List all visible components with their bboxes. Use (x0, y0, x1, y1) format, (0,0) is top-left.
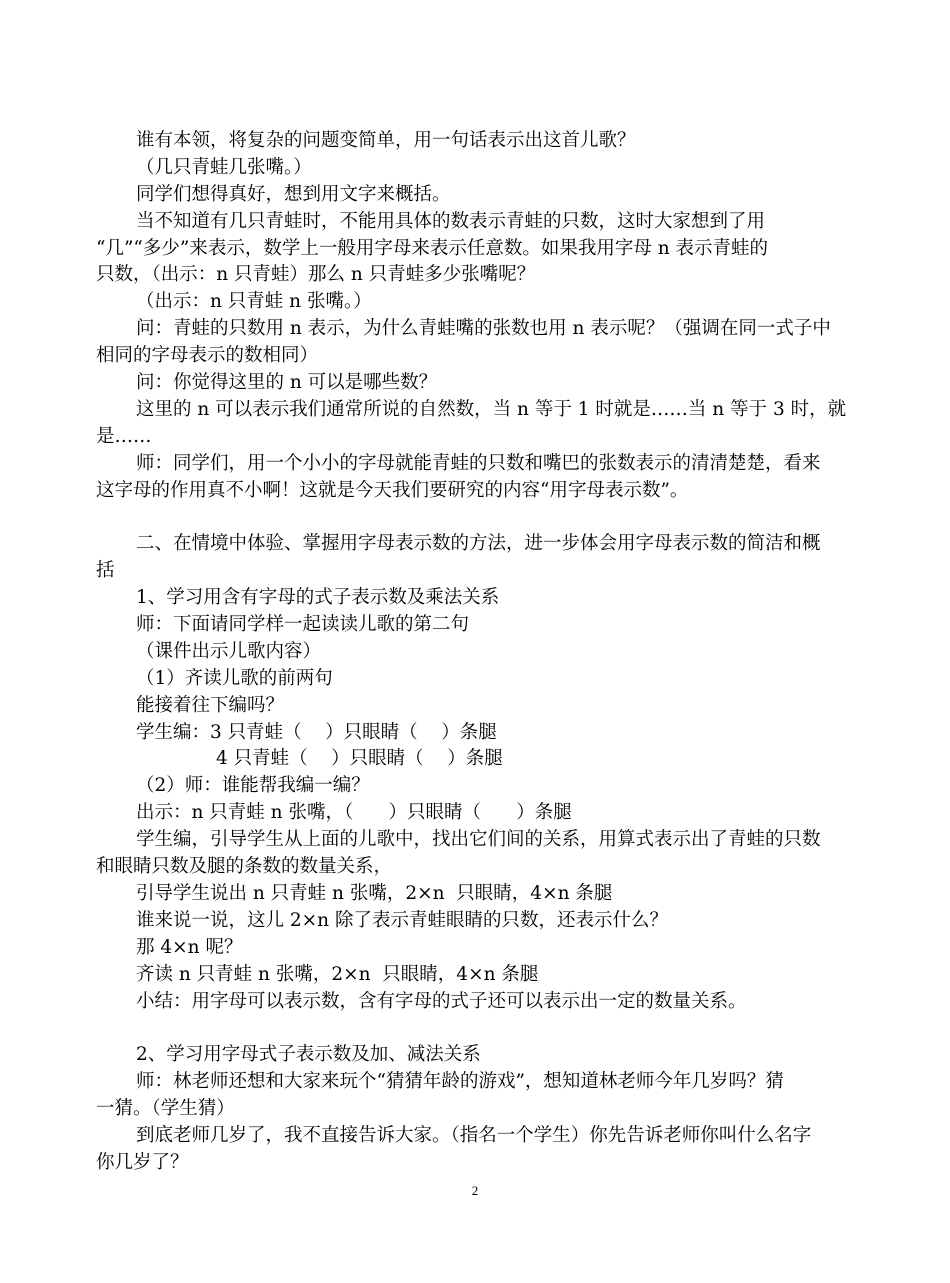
document-body (96, 128, 858, 1177)
text-line: （几只青蛙几张嘴。） (136, 156, 312, 178)
text-line: 这字母的作用真不小啊！这就是今天我们要研究的内容“用字母表示数”。 (96, 479, 689, 501)
text-line: 能接着往下编吗？ (136, 694, 285, 716)
text-line: （课件出示儿歌内容） (136, 640, 322, 662)
text-line: 只数，（出示：n 只青蛙）那么 n 只青蛙多少张嘴呢？ (96, 264, 536, 286)
text-line: 问：青蛙的只数用 n 表示，为什么青蛙嘴的张数也用 n 表示呢？（强调在同一式子中 (136, 318, 831, 340)
text-line: 你几岁了？ (96, 1151, 189, 1173)
text-line: 齐读 n 只青蛙 n 张嘴，2×n 只眼睛，4×n 条腿 (136, 963, 539, 985)
text-line: “几”“多少”来表示，数学上一般用字母来表示任意数。如果我用字母 n 表示青蛙的 (96, 237, 769, 259)
text-line: 这里的 n 可以表示我们通常所说的自然数，当 n 等于 1 时就是……当 n 等于 3 时，就 (136, 398, 847, 420)
blank-line (96, 1015, 858, 1042)
text-line: 学生编：3 只青蛙（ ）只眼睛（ ）条腿 (136, 721, 497, 743)
text-line: 引导学生说出 n 只青蛙 n 张嘴，2×n 只眼睛，4×n 条腿 (136, 882, 613, 904)
text-line: 出示：n 只青蛙 n 张嘴，（ ）只眼睛（ ）条腿 (136, 802, 572, 824)
text-line: 学生编，引导学生从上面的儿歌中，找出它们间的关系，用算式表示出了青蛙的只数 (136, 829, 821, 851)
text-line: 师：同学们，用一个小小的字母就能青蛙的只数和嘴巴的张数表示的清清楚楚，看来 (136, 452, 821, 474)
text-line: （2）师：谁能帮我编一编？ (136, 775, 370, 797)
text-line: 谁有本领，将复杂的问题变简单，用一句话表示出这首儿歌？ (136, 130, 636, 151)
text-line: 师：林老师还想和大家来玩个“猜猜年龄的游戏”，想知道林老师今年几岁吗？猜 (136, 1071, 784, 1093)
text-line: 当不知道有几只青蛙时，不能用具体的数表示青蛙的只数，这时大家想到了用 (136, 210, 766, 232)
text-line: 一猜。（学生猜） (96, 1098, 235, 1120)
text-line: 小结：用字母可以表示数，含有字母的式子还可以表示出一定的数量关系。 (136, 990, 747, 1012)
text-line: 4 只青蛙（ ）只眼睛（ ）条腿 (216, 748, 503, 770)
text-line: 二、在情境中体验、掌握用字母表示数的方法，进一步体会用字母表示数的简洁和概 (136, 533, 821, 555)
text-line: 括 (96, 560, 115, 582)
text-line: 那 4×n 呢？ (136, 936, 243, 958)
text-line: 和眼睛只数及腿的条数的数量关系， (96, 856, 393, 878)
text-line: 谁来说一说，这儿 2×n 除了表示青蛙眼睛的只数，还表示什么？ (136, 909, 668, 931)
text-line: 2、学习用字母式子表示数及加、减法关系 (136, 1044, 481, 1066)
text-line: （出示：n 只青蛙 n 张嘴。） (136, 291, 372, 313)
text-line: 相同的字母表示的数相同） (96, 345, 319, 367)
text-line: 师：下面请同学样一起读读儿歌的第二句 (136, 614, 470, 636)
blank-line (96, 504, 858, 531)
text-line: 是…… (96, 425, 152, 447)
text-line: 同学们想得真好，想到用文字来概括。 (136, 183, 451, 205)
text-line: 1、学习用含有字母的式子表示数及乘法关系 (136, 587, 500, 609)
text-line: （1）齐读儿歌的前两句 (136, 667, 333, 689)
text-line: 到底老师几岁了，我不直接告诉大家。（指名一个学生）你先告诉老师你叫什么名字 (136, 1124, 812, 1146)
text-line: 问：你觉得这里的 n 可以是哪些数？ (136, 372, 438, 394)
page-number: 2 (471, 1183, 479, 1198)
